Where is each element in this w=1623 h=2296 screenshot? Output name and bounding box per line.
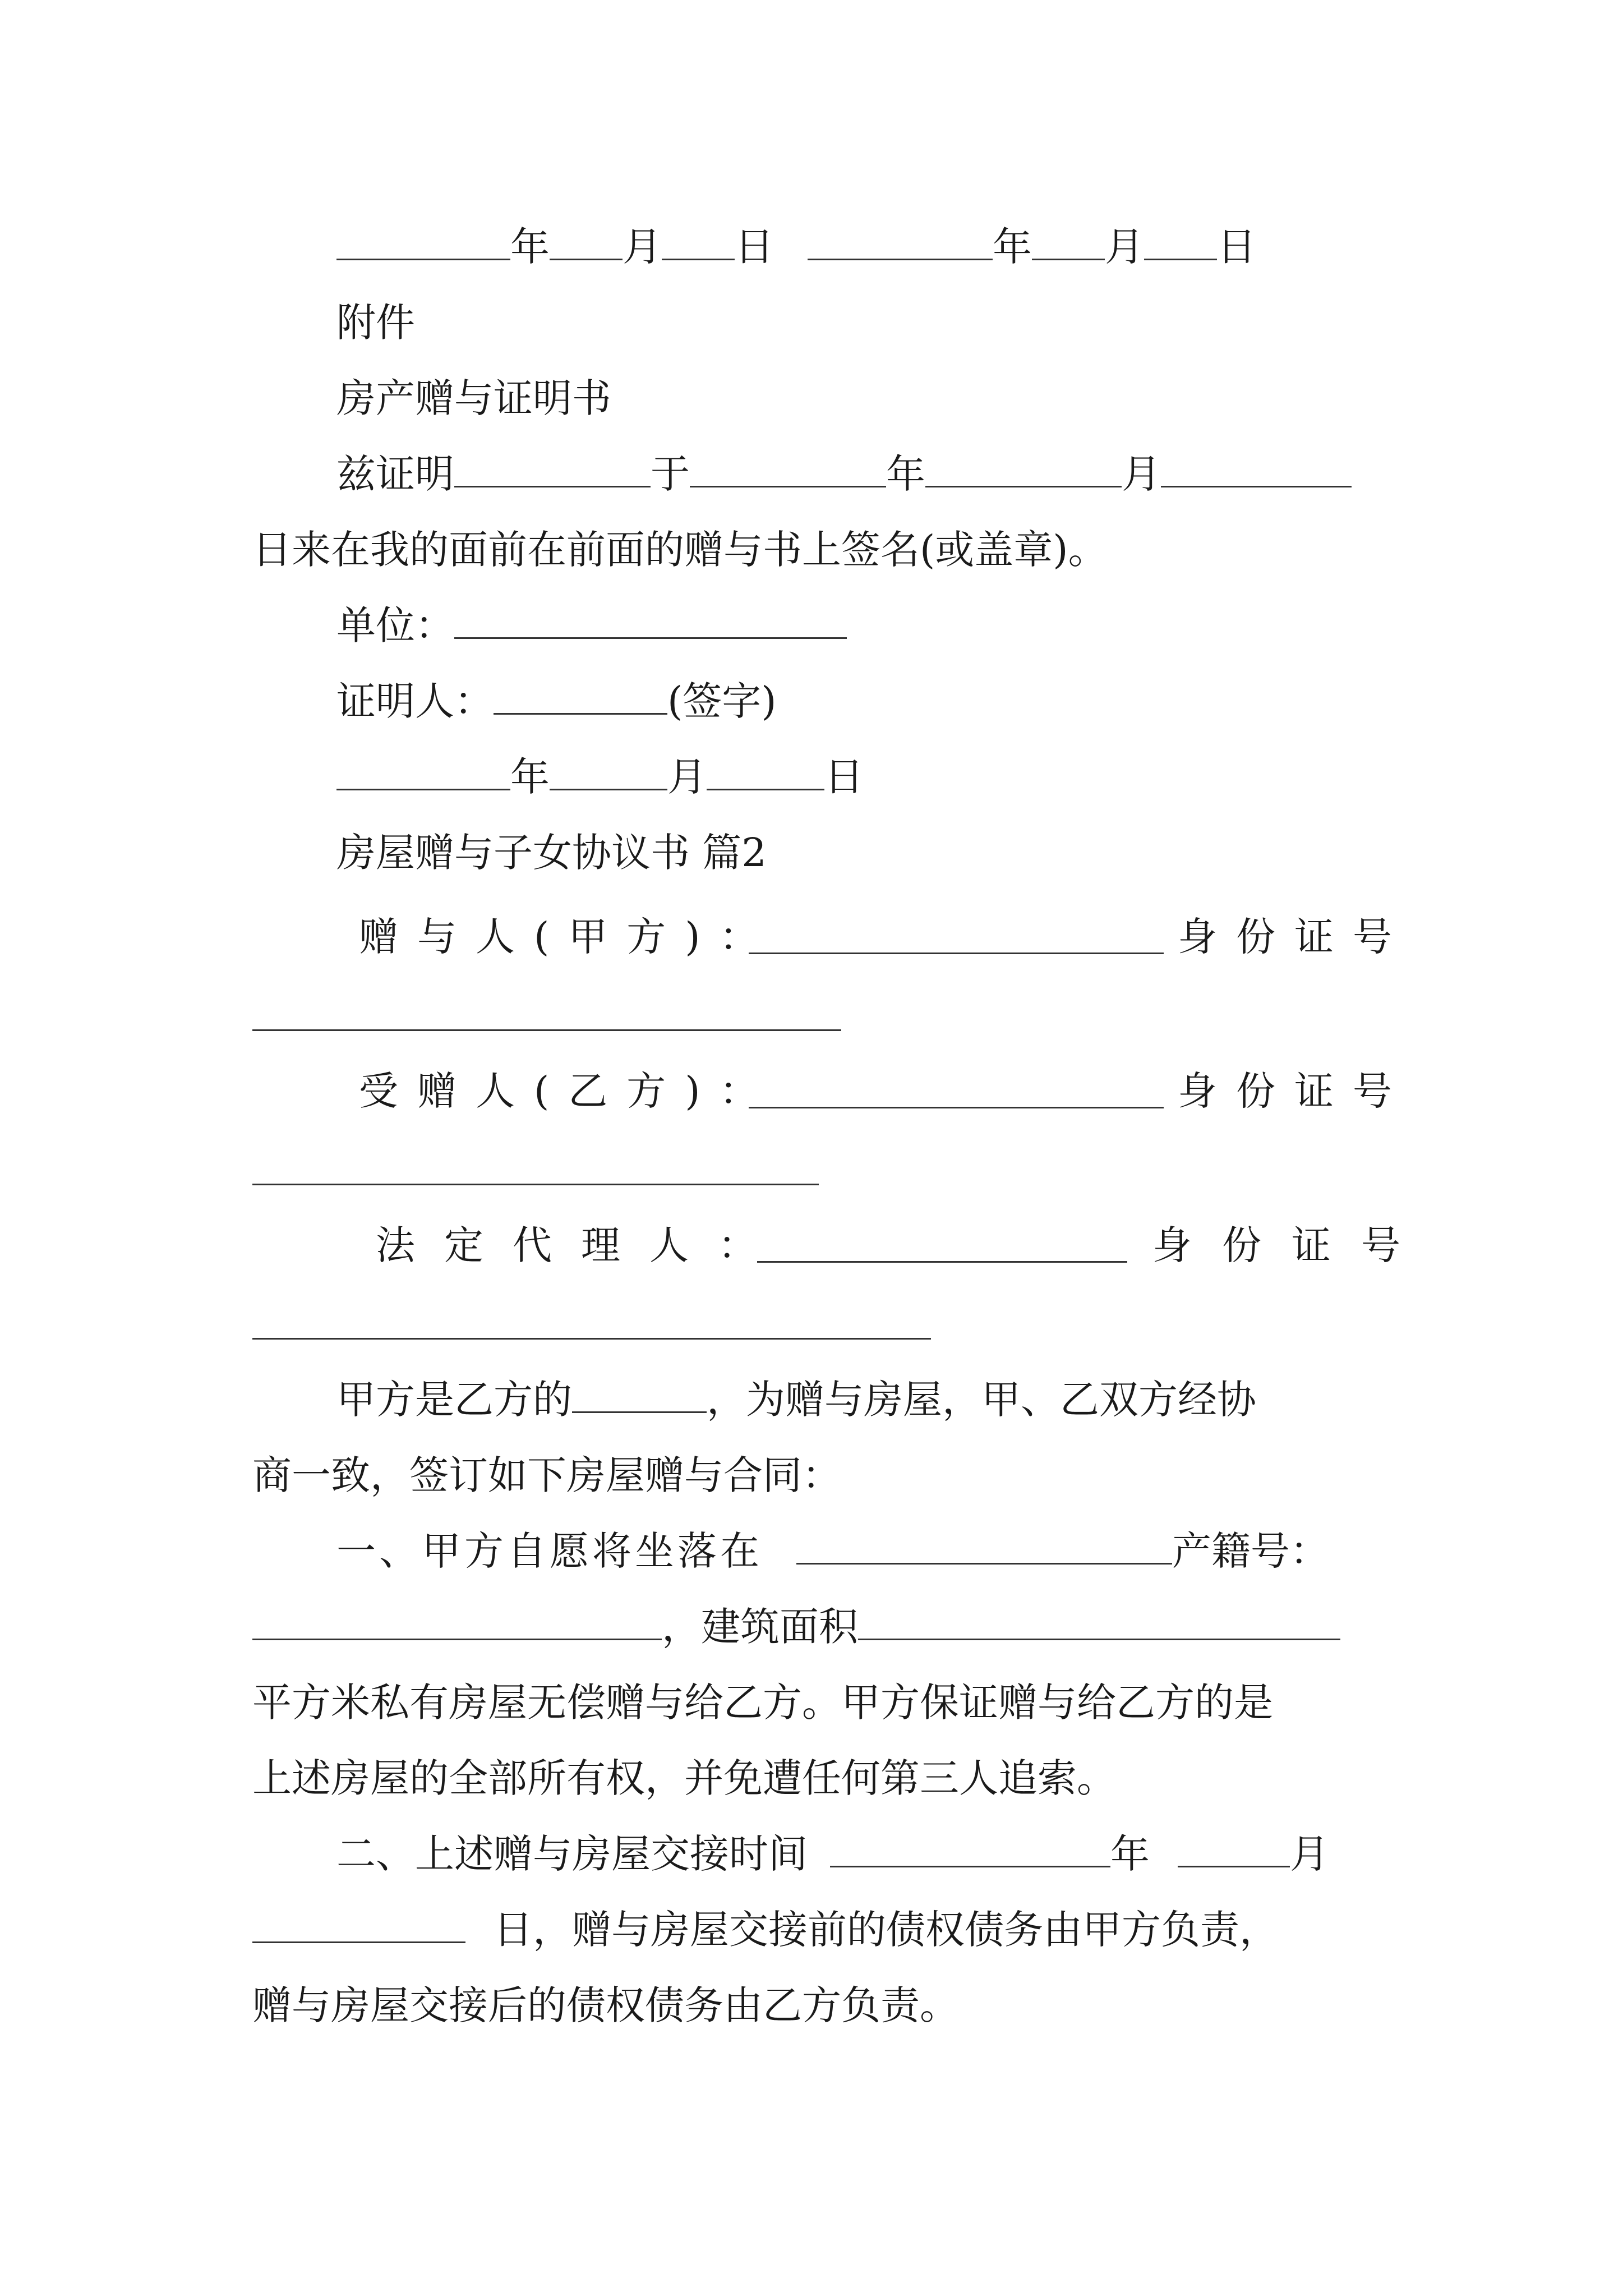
intro-line-2: 商一致，签订如下房屋赠与合同： — [252, 1452, 841, 1498]
handover-month-blank — [1178, 1830, 1290, 1867]
agent-id-blank — [252, 1338, 931, 1340]
witness-sign: (签字) — [667, 678, 777, 724]
donor-label: 赠与人(甲方)： — [359, 914, 778, 960]
month-label-3: 月 — [667, 754, 707, 800]
donee-blank — [749, 1107, 1164, 1108]
certify-name-blank — [454, 450, 651, 487]
intro-line-1 — [336, 1374, 1256, 1425]
attachment-label: 附件 — [336, 300, 415, 346]
certify-continuation: 日来在我的面前在前面的赠与书上签名(或盖章)。 — [252, 527, 1108, 573]
clause2-line-1 — [336, 1829, 1329, 1879]
certify-yu: 于 — [651, 451, 690, 497]
month-blank-2 — [1032, 223, 1105, 260]
donee-id-blank — [252, 1184, 819, 1185]
clause1-line-3: 平方米私有房屋无偿赠与给乙方。甲方保证赠与给乙方的是 — [252, 1680, 1273, 1726]
relation-blank — [572, 1375, 707, 1413]
clause1-text-c: ，建筑面积 — [662, 1604, 858, 1650]
day-blank — [662, 223, 735, 260]
clause1-text-b: 产籍号： — [1172, 1528, 1329, 1574]
clause2-text-a: 二、上述赠与房屋交接时间 — [336, 1831, 808, 1877]
day-label-3: 日 — [824, 754, 864, 800]
certify-prefix: 兹证明 — [336, 451, 454, 497]
clause1-text-a: 一、甲方自愿将坐落在 — [336, 1528, 763, 1574]
intro-text-a: 甲方是乙方的 — [336, 1377, 572, 1423]
witness-line — [336, 676, 777, 726]
month-blank-3 — [550, 753, 667, 790]
donee-id-label: 身份证号 — [1178, 1068, 1411, 1114]
year-label-2: 年 — [993, 224, 1032, 270]
agent-label: 法定代理人： — [376, 1222, 786, 1268]
certificate-title: 房产赠与证明书 — [336, 375, 611, 421]
year-blank-3 — [336, 753, 510, 790]
clause2-text-b: 日，赠与房屋交接前的债权债务由甲方负责， — [494, 1907, 1279, 1953]
donor-id-blank — [252, 1029, 841, 1031]
donor-blank — [749, 953, 1164, 954]
clause1-line-2 — [252, 1602, 1340, 1652]
certify-month-blank — [925, 450, 1122, 487]
section-title: 房屋赠与子女协议书 篇2 — [336, 830, 767, 876]
clause1-line-4: 上述房屋的全部所有权，并免遭任何第三人追索。 — [252, 1755, 1116, 1801]
date-row — [336, 222, 1256, 272]
handover-day-blank — [252, 1906, 465, 1943]
month-blank — [550, 223, 623, 260]
certify-day-blank — [1161, 450, 1352, 487]
clause2-line-3: 赠与房屋交接后的债权债务由乙方负责。 — [252, 1982, 959, 2028]
agent-blank — [757, 1261, 1127, 1263]
certify-year-blank — [690, 450, 886, 487]
intro-text-b: ，为赠与房屋，甲、乙双方经协 — [707, 1377, 1256, 1423]
certify-year: 年 — [886, 451, 925, 497]
month-label: 月 — [623, 224, 662, 270]
area-blank — [858, 1603, 1340, 1640]
clause2-month: 月 — [1290, 1831, 1329, 1877]
location-blank — [796, 1527, 1172, 1565]
unit-blank — [454, 601, 847, 639]
day-label-2: 日 — [1217, 224, 1256, 270]
witness-blank — [494, 677, 667, 715]
date-row-2 — [336, 752, 864, 802]
certify-line — [336, 449, 1352, 499]
donor-id-label: 身份证号 — [1178, 914, 1411, 960]
year-blank-2 — [808, 223, 993, 260]
clause2-year: 年 — [1110, 1831, 1150, 1877]
property-no-blank — [252, 1603, 662, 1640]
day-label: 日 — [735, 224, 774, 270]
day-blank-3 — [707, 753, 824, 790]
donee-label: 受赠人(乙方)： — [359, 1068, 778, 1114]
month-label-2: 月 — [1105, 224, 1144, 270]
clause1-line-1 — [336, 1526, 1329, 1576]
year-label: 年 — [510, 224, 550, 270]
unit-line — [336, 600, 847, 651]
certify-month: 月 — [1122, 451, 1161, 497]
year-label-3: 年 — [510, 754, 550, 800]
year-blank — [336, 223, 510, 260]
handover-year-blank — [830, 1830, 1110, 1867]
clause2-line-2 — [252, 1904, 1279, 1955]
agent-id-label: 身份证号 — [1152, 1222, 1431, 1268]
witness-label: 证明人： — [336, 678, 494, 724]
unit-label: 单位： — [336, 602, 454, 648]
day-blank-2 — [1144, 223, 1217, 260]
